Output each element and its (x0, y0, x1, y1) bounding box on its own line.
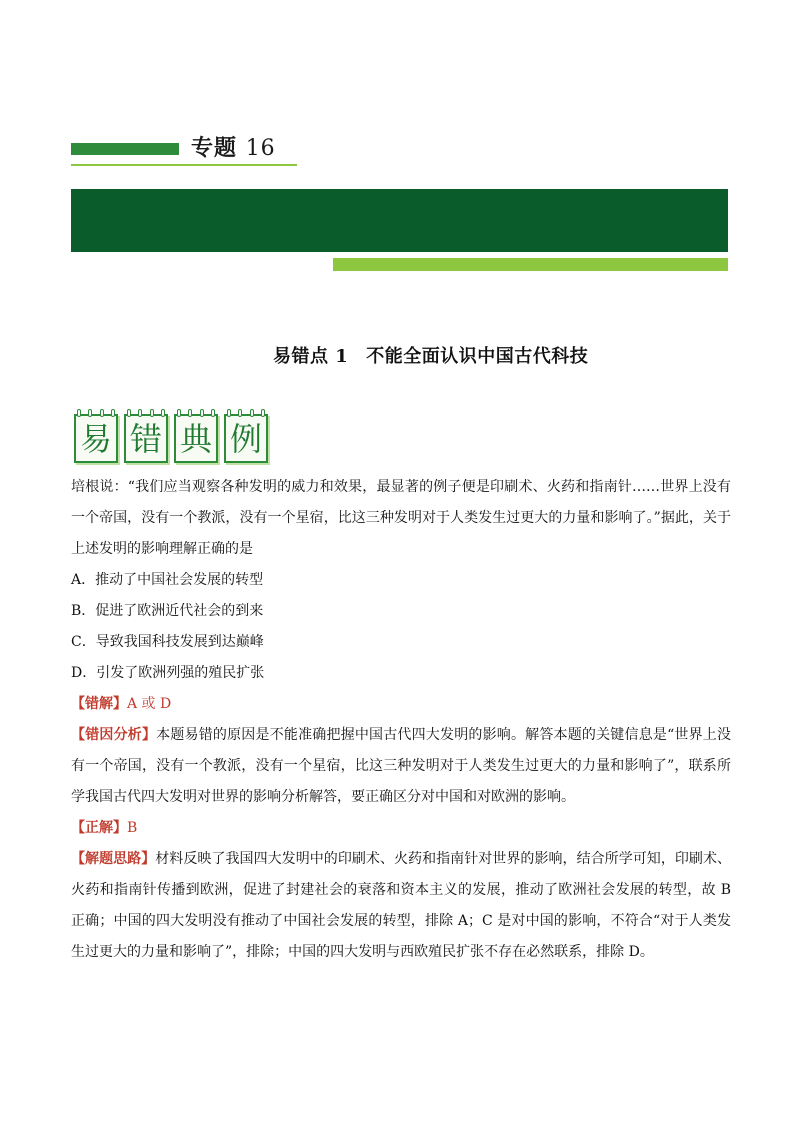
solution-label: 【解题思路】 (71, 851, 156, 867)
point-title (273, 342, 588, 368)
wrong-answer-value: A 或 D (127, 696, 172, 712)
error-analysis (71, 720, 731, 813)
topic-label: 专题 (191, 135, 238, 161)
wrong-answer (71, 689, 731, 720)
stamp-char: 易 (79, 420, 112, 458)
banner-accent-strip (333, 258, 728, 271)
topic-number: 16 (245, 136, 276, 161)
correct-answer-label: 【正解】 (71, 820, 127, 836)
stamp-card (224, 409, 268, 463)
correct-answer-value: B (127, 820, 138, 836)
solution (71, 844, 731, 968)
topic-title (191, 131, 276, 162)
error-analysis-label: 【错因分析】 (71, 727, 157, 743)
error-analysis-text: 本题易错的原因是不能准确把握中国古代四大发明的影响。解答本题的关键信息是“世界上没有一个帝国，没有一个教派，没有一个星宿，比这三种发明对于人类发生过更大的力量和影响了”，联系所学我国古代四大发明对世界的影响分析解答，要正确区分对中国和对欧洲的影响。 (71, 727, 732, 805)
option-c: C．导致我国科技发展到达巅峰 (71, 634, 264, 650)
stamp-char: 典 (179, 420, 212, 458)
typical-example-stamps (74, 409, 268, 463)
question-content (71, 472, 731, 968)
point-title-prefix: 易错点 1 (273, 346, 349, 367)
stamp-char: 例 (229, 420, 262, 458)
topic-bar (71, 143, 179, 155)
option-b: B．促进了欧洲近代社会的到来 (71, 603, 264, 619)
topic-underline (71, 164, 297, 166)
stamp-card (124, 409, 168, 463)
wrong-answer-label: 【错解】 (71, 696, 127, 712)
stamp-card (174, 409, 218, 463)
solution-text: 材料反映了我国四大发明中的印刷术、火药和指南针对世界的影响，结合所学可知，印刷术、火药和指南针传播到欧洲，促进了封建社会的衰落和资本主义的发展，推动了欧洲社会发展的转型，故 B 正确；中国的四大发明没有推动了中国社会发展的转型，排除 A；C 是对中国的影响，不符合“对于人类发生过更大的力量和影响了”，排除；中国的四大发明与西欧殖民扩张不存在必然联系，排除 D。 (71, 851, 732, 960)
correct-answer (71, 813, 731, 844)
header-banner (71, 189, 728, 252)
stamp-char: 错 (129, 420, 162, 458)
option-a: A．推动了中国社会发展的转型 (71, 572, 264, 588)
option-d: D．引发了欧洲列强的殖民扩张 (71, 665, 265, 681)
stamp-card (74, 409, 118, 463)
question-stem: 培根说：“我们应当观察各种发明的威力和效果，最显著的例子便是印刷术、火药和指南针……世界上没有一个帝国，没有一个教派，没有一个星宿，比这三种发明对于人类发生过更大的力量和影响了。”据此，关于上述发明的影响理解正确的是 (71, 479, 731, 557)
point-title-text: 不能全面认识中国古代科技 (366, 346, 589, 367)
